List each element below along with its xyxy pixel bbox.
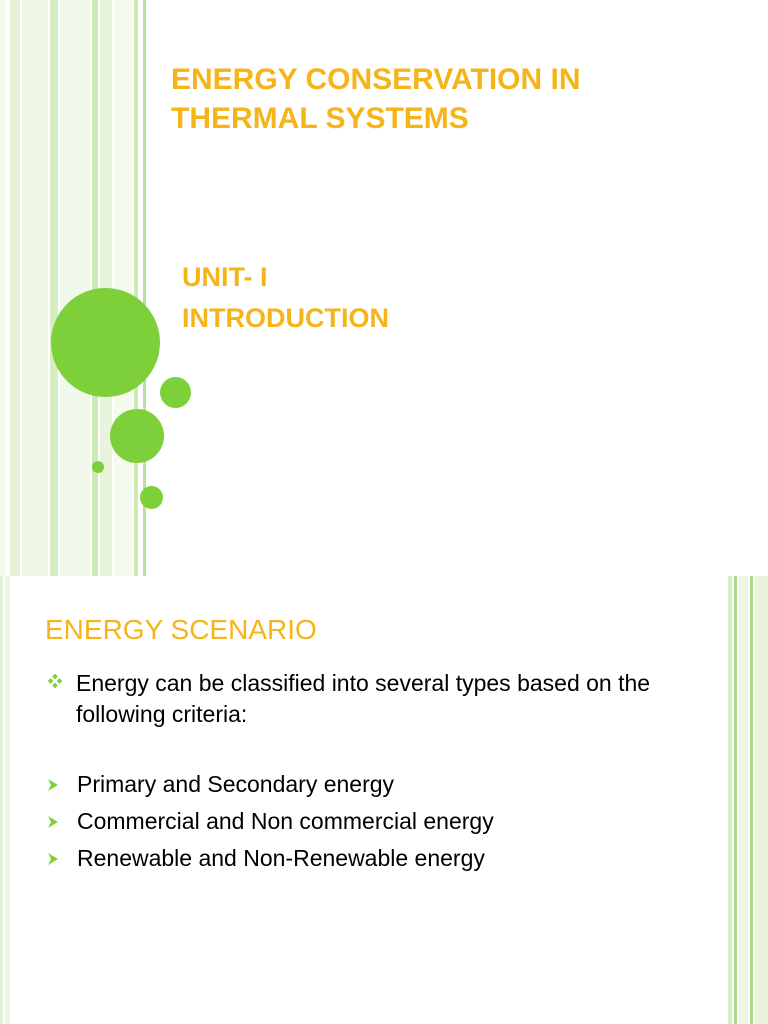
intro-text: Energy can be classified into several types based on the following criteria: <box>76 670 651 727</box>
medium-green-circle-icon <box>110 409 164 463</box>
tiny-green-circle-icon <box>92 461 104 473</box>
intro-bullet <box>48 668 708 730</box>
decorative-green-bands <box>0 0 160 576</box>
content-slide <box>0 576 768 1024</box>
section-label: INTRODUCTION <box>182 303 389 333</box>
list-item <box>48 843 494 880</box>
decorative-green-bands-right <box>728 576 768 1024</box>
list-item-text: Renewable and Non-Renewable energy <box>77 845 485 871</box>
small-green-circle-icon <box>140 486 163 509</box>
list-item-text: Primary and Secondary energy <box>77 771 395 797</box>
small-green-circle-icon <box>160 377 191 408</box>
arrow-bullet-icon <box>48 816 58 828</box>
unit-label: UNIT- I <box>182 262 268 292</box>
decorative-green-bands-left <box>0 576 12 1024</box>
list-item <box>48 769 494 806</box>
slide-heading: ENERGY SCENARIO <box>45 614 317 645</box>
list-item-text: Commercial and Non commercial energy <box>77 808 494 834</box>
list-item <box>48 806 494 843</box>
arrow-bullet-icon <box>48 853 58 865</box>
arrow-bullet-icon <box>48 779 58 791</box>
large-green-circle-icon <box>51 288 160 397</box>
energy-types-list <box>48 769 494 880</box>
diamond-bullet-icon <box>48 674 62 688</box>
slide-subtitle <box>182 257 389 339</box>
slide-title: ENERGY CONSERVATION IN THERMAL SYSTEMS <box>171 63 581 135</box>
